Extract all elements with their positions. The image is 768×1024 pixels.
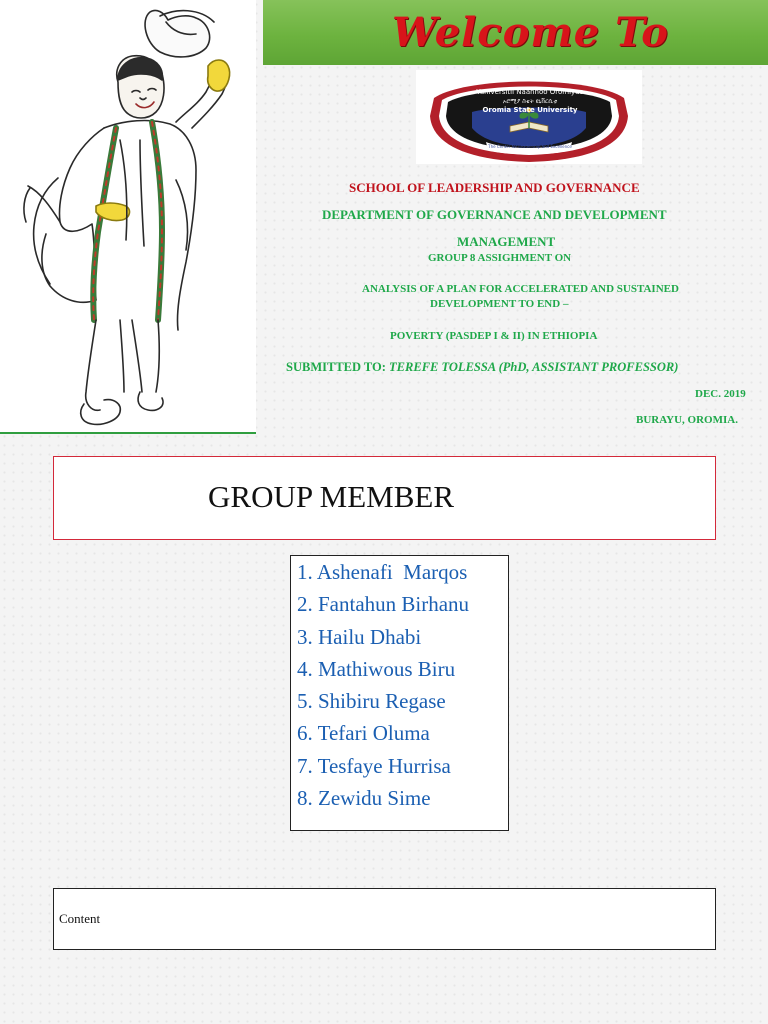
content-label: Content <box>59 911 101 926</box>
group-member-box <box>53 456 716 540</box>
submitted-to-label: SUBMITTED TO: <box>286 360 390 374</box>
school-name: SCHOOL OF LEADERSHIP AND GOVERNANCE <box>349 180 640 195</box>
member-item: 3. Hailu Dhabi <box>297 624 422 649</box>
member-item: 1. Ashenafi Marqos <box>297 560 468 584</box>
submission-date: DEC. 2019 <box>695 388 746 400</box>
department-line-2: MANAGEMENT <box>457 234 556 249</box>
submission-place: BURAYU, OROMIA. <box>636 414 738 426</box>
man-drawing-icon <box>0 0 256 432</box>
assignment-title-line-1: ANALYSIS OF A PLAN FOR ACCELERATED AND SUSTAINED <box>362 283 679 295</box>
member-item: 7. Tesfaye Hurrisa <box>297 753 451 778</box>
member-item: 2. Fantahun Birhanu <box>297 592 470 617</box>
member-list <box>297 556 469 814</box>
assignment-title-line-3: POVERTY (PASDEP I & II) IN ETHIOPIA <box>390 330 598 342</box>
member-item: 5. Shibiru Regase <box>297 689 446 714</box>
member-item: 4. Mathiwous Biru <box>297 656 456 681</box>
welcome-man-illustration <box>0 0 256 434</box>
assignment-heading: GROUP 8 ASSIGHMENT ON <box>428 252 572 264</box>
logo-motto: The Center for Leadership and Excellence <box>488 144 572 149</box>
logo-name-english: Oromia State University <box>482 106 578 114</box>
member-item: 8. Zewidu Sime <box>297 786 431 811</box>
department-line-1: DEPARTMENT OF GOVERNANCE AND DEVELOPMENT <box>322 207 667 222</box>
welcome-banner <box>263 0 768 65</box>
logo-name-oromo: Yuniversitii Naannoo Oromiyaa <box>476 88 584 96</box>
university-logo <box>416 70 642 164</box>
university-seal-icon <box>416 70 642 164</box>
submitted-to-name: TEREFE TOLESSA (PhD, ASSISTANT PROFESSOR) <box>389 360 679 374</box>
group-member-heading: GROUP MEMBER <box>208 479 455 514</box>
member-item: 6. Tefari Oluma <box>297 721 430 746</box>
logo-name-amharic: ኦሮሚያ ስቴት ዩኒቨርሲቲ <box>502 98 558 105</box>
assignment-title-line-2: DEVELOPMENT TO END – <box>430 298 569 310</box>
content-box <box>53 888 716 950</box>
banner-title: Welcome To <box>392 9 669 56</box>
submitted-to <box>286 360 678 375</box>
member-list-box <box>290 555 509 831</box>
